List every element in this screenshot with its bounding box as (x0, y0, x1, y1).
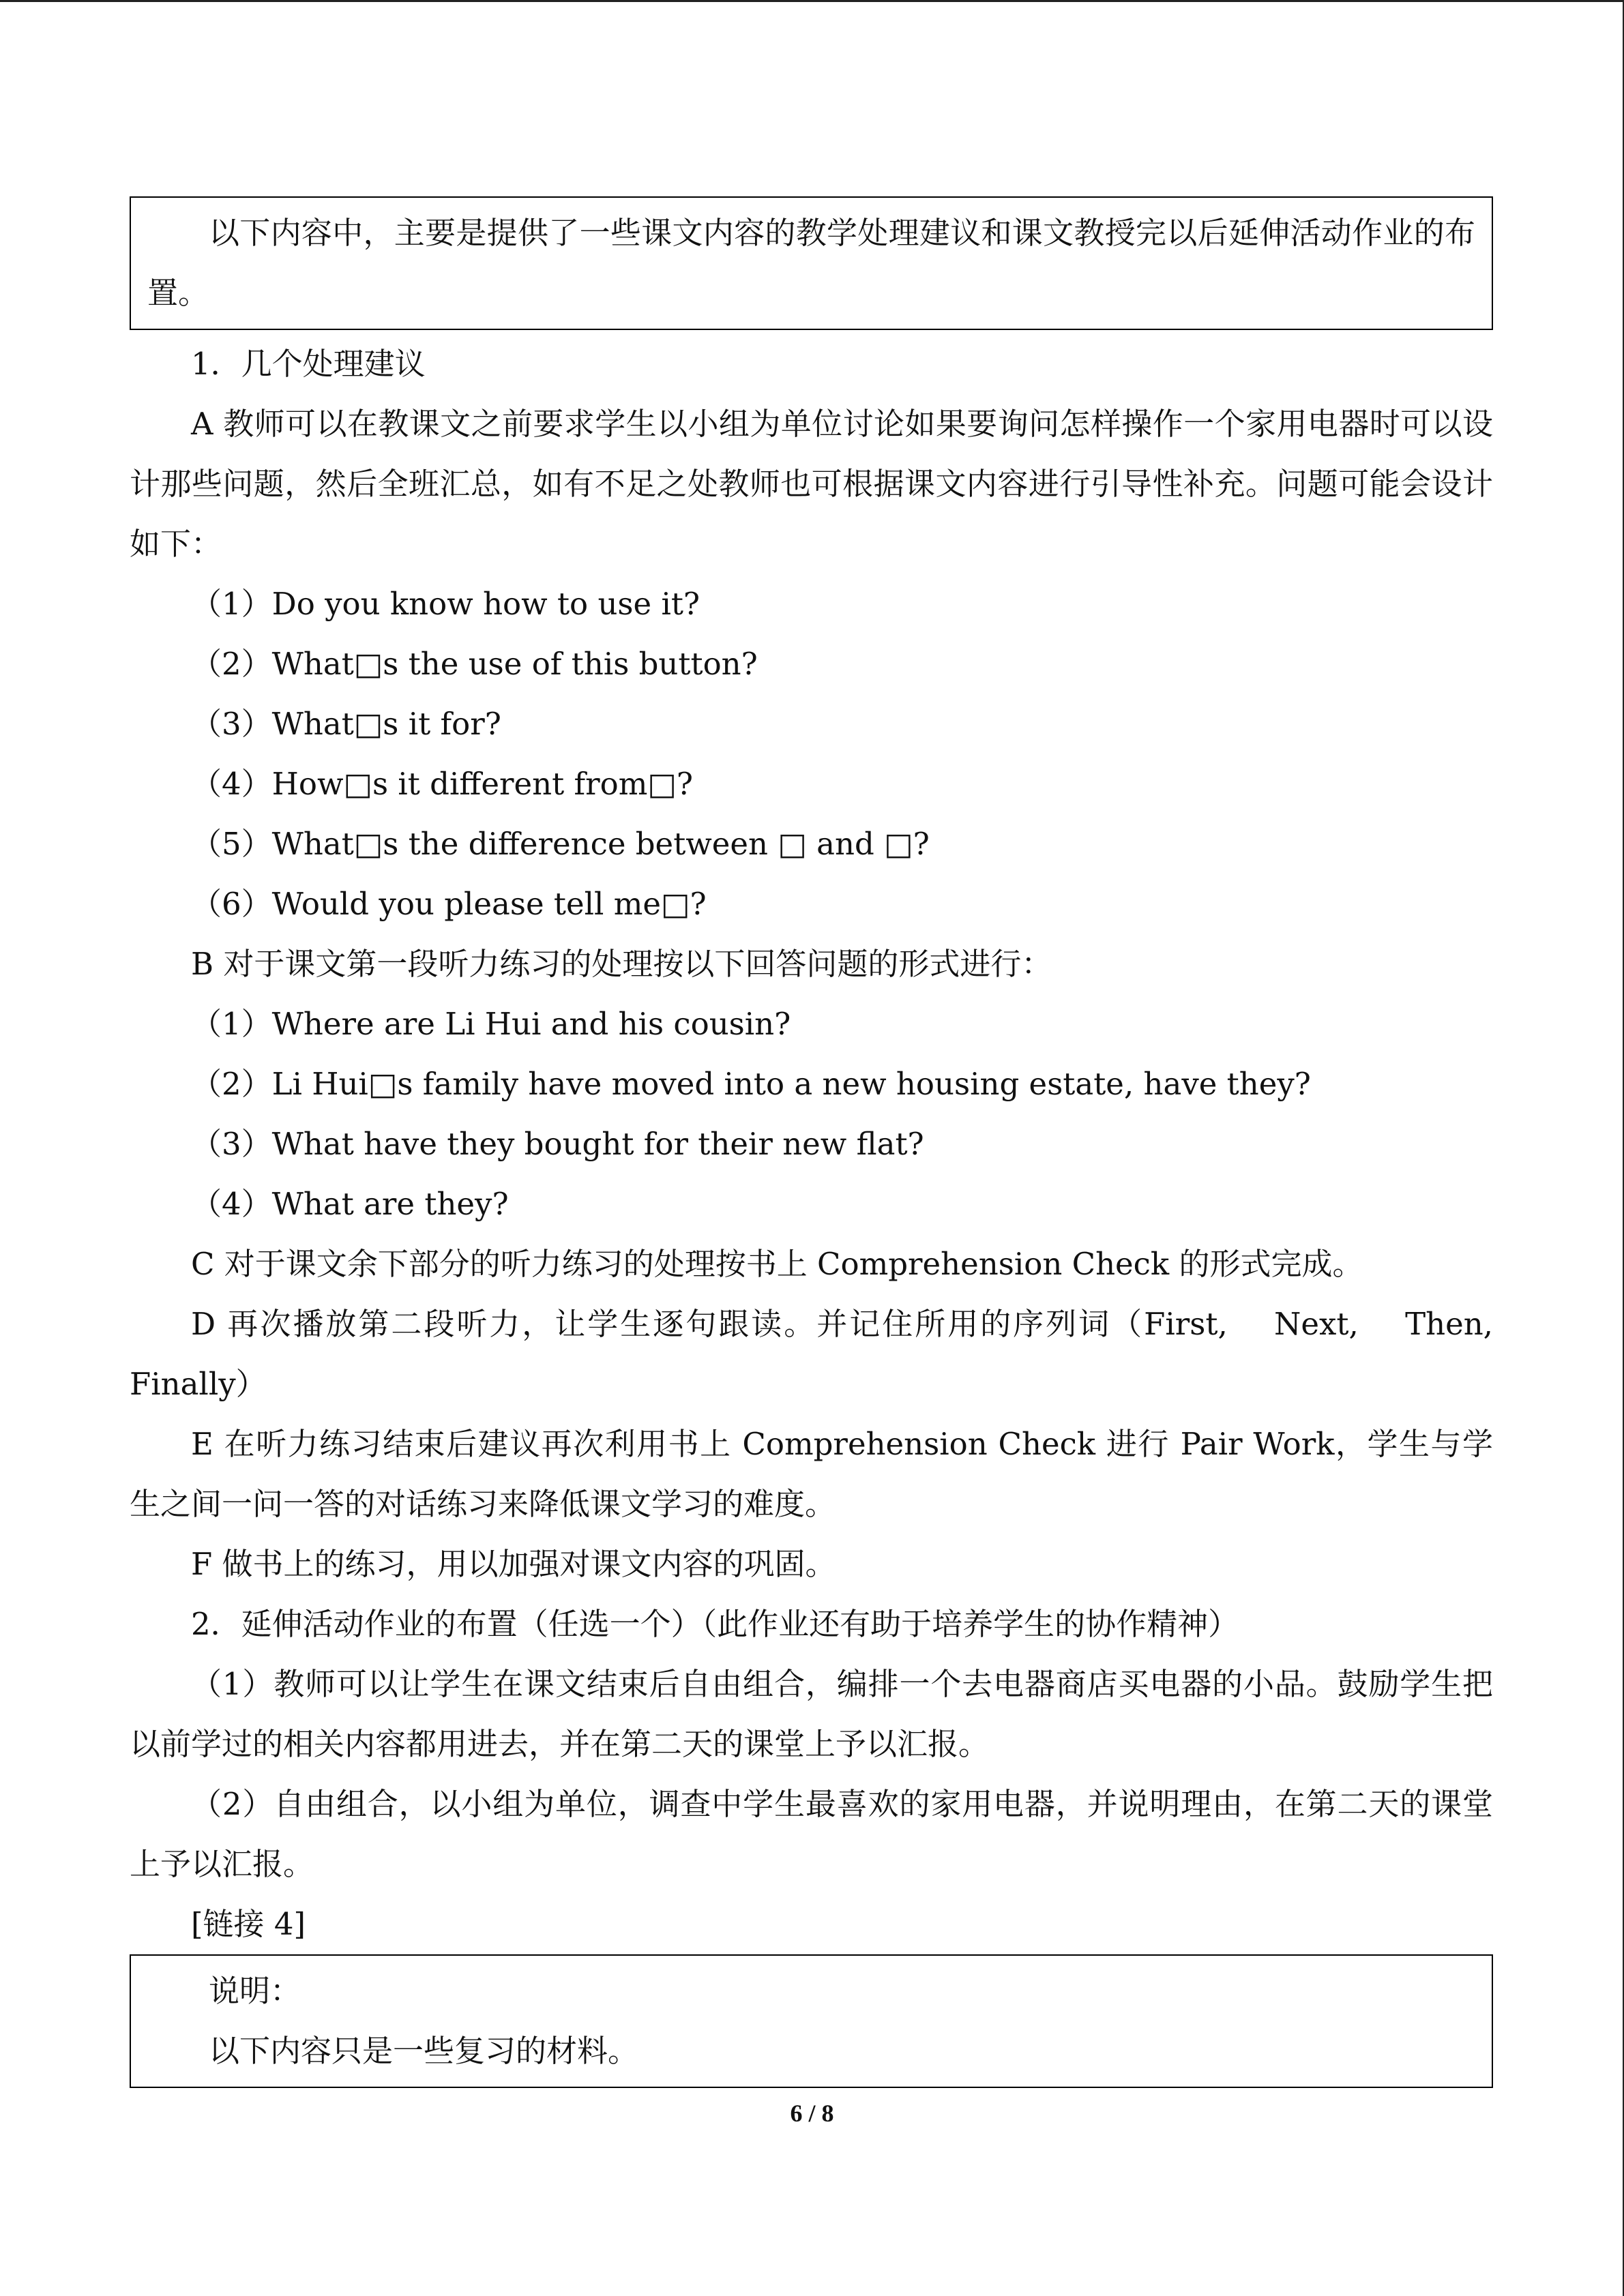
list-item: （2）Li Hui□s family have moved into a new housing estate, have they? (191, 1066, 1311, 1102)
note-label: 说明： (209, 1973, 301, 2009)
list-item: （5）What□s the difference between □ and □? (191, 826, 930, 862)
questions-b-list (130, 994, 1493, 1234)
document-page (130, 196, 1493, 2088)
section2-heading: 2．延伸活动作业的布置（任选一个）（此作业还有助于培养学生的协作精神） (191, 1606, 1239, 1642)
note-text: 以下内容只是一些复习的材料。 (209, 2033, 639, 2069)
paragraph-c: C 对于课文余下部分的听力练习的处理按书上 Comprehension Check 的形式完成。 (191, 1246, 1363, 1282)
paragraph-d: D 再次播放第二段听力，让学生逐句跟读。并记住所用的序列词（First, Next, Then, Finally） (130, 1306, 1493, 1402)
intro-box (130, 196, 1493, 330)
list-item: （1）Where are Li Hui and his cousin? (191, 1006, 791, 1042)
activity-1: （1）教师可以让学生在课文结束后自由组合，编排一个去电器商店买电器的小品。鼓励学生把以前学过的相关内容都用进去，并在第二天的课堂上予以汇报。 (130, 1666, 1493, 1762)
section1-heading: 1．几个处理建议 (191, 346, 426, 382)
paragraph-a: A 教师可以在教课文之前要求学生以小组为单位讨论如果要询问怎样操作一个家用电器时可以设计那些问题，然后全班汇总，如有不足之处教师也可根据课文内容进行引导性补充。问题可能会设计如下： (130, 406, 1493, 562)
list-item: （4）What are they? (191, 1186, 509, 1222)
page-number: 6 / 8 (790, 2100, 834, 2127)
list-item: （2）What□s the use of this button? (191, 646, 758, 682)
paragraph-f: F 做书上的练习，用以加强对课文内容的巩固。 (191, 1546, 836, 1582)
list-item: （6）Would you please tell me□? (191, 886, 707, 922)
list-item: （3）What□s it for? (191, 706, 501, 742)
note-box (130, 1954, 1493, 2088)
top-border (0, 0, 1624, 2)
list-item: （1）Do you know how to use it? (191, 586, 700, 622)
paragraph-b: B 对于课文第一段听力练习的处理按以下回答问题的形式进行： (191, 946, 1052, 982)
list-item: （3）What have they bought for their new flat? (191, 1126, 924, 1162)
questions-a-list (130, 574, 1493, 934)
activity-2: （2）自由组合，以小组为单位，调查中学生最喜欢的家用电器，并说明理由，在第二天的课堂上予以汇报。 (130, 1786, 1493, 1882)
list-item: （4）How□s it different from□? (191, 766, 694, 802)
paragraph-e: E 在听力练习结束后建议再次利用书上 Comprehension Check 进行 Pair Work，学生与学生之间一问一答的对话练习来降低课文学习的难度。 (130, 1426, 1493, 1522)
link-label: [链接 4] (191, 1906, 306, 1942)
intro-text: 以下内容中，主要是提供了一些课文内容的教学处理建议和课文教授完以后延伸活动作业的布置。 (147, 215, 1475, 311)
